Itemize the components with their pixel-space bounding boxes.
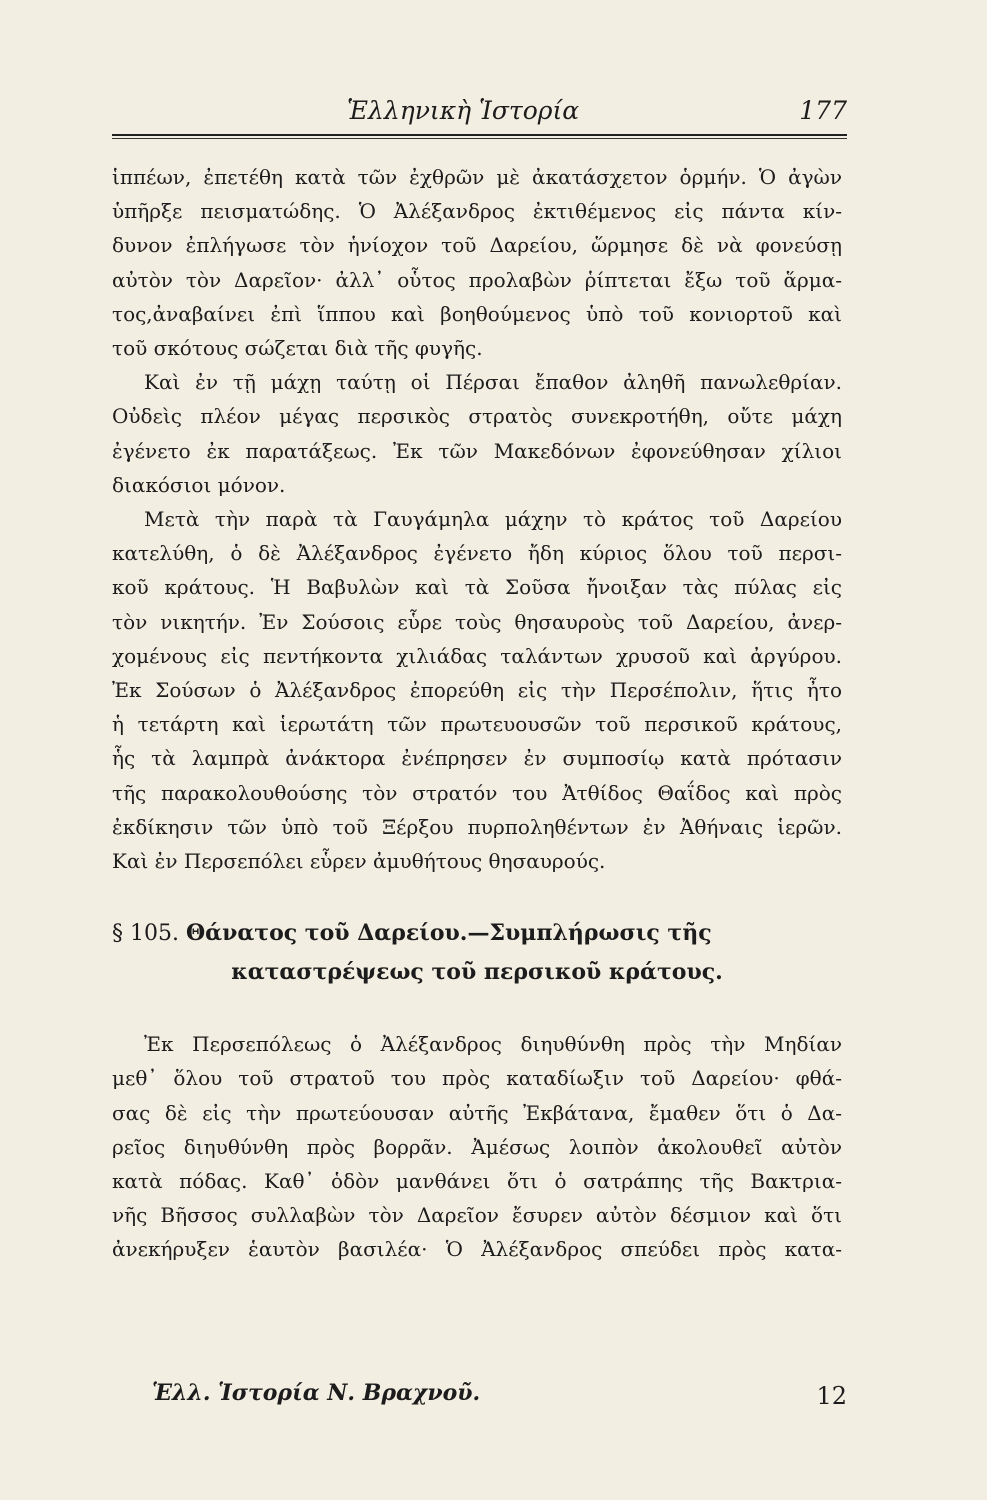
text-line: Ἐκ Σούσων ὁ Ἀλέξανδρος ἐπορεύθη εἰς τὴν Περσέπολιν, ἥτις ἦτο (112, 678, 842, 703)
text-line: ἱππέων, ἐπετέθη κατὰ τῶν ἐχθρῶν μὲ ἀκατάσχετον ὁρμήν. Ὁ ἀγὼν (112, 165, 842, 189)
text-line: τῆς παρακολουθούσης τὸν στρατόν του Ἀτθίδος Θαΐδος καὶ πρὸς (112, 780, 842, 805)
section-title-part-2: καταστρέψεως τοῦ περσικοῦ κράτους. (231, 959, 723, 986)
text-line: ἐκδίκησιν τῶν ὑπὸ τοῦ Ξέρξου πυρποληθέντων ἐν Ἀθήναις ἱερῶν. (112, 814, 842, 839)
header-rule (112, 134, 847, 136)
text-line: διακόσιοι μόνον. (112, 472, 286, 497)
text-line: τοῦ σκότους σώζεται διὰ τῆς φυγῆς. (112, 336, 483, 361)
text-line: κατὰ πόδας. Καθ᾿ ὁδὸν μανθάνει ὅτι ὁ σατράπης τῆς Βακτρια- (112, 1169, 842, 1194)
header-rule-thin (112, 138, 847, 139)
text-line: δυνον ἐπλήγωσε τὸν ἡνίοχον τοῦ Δαρείου, ὥρμησε δὲ νὰ φονεύσῃ (112, 233, 842, 258)
paragraph-1 (112, 160, 842, 365)
text-line: κατελύθη, ὁ δὲ Ἀλέξανδρος ἐγένετο ἤδη κύριος ὅλου τοῦ περσι- (112, 541, 842, 566)
text-line: τος,ἀναβαίνει ἐπὶ ἵππου καὶ βοηθούμενος ὑπὸ τοῦ κονιορτοῦ καὶ (112, 301, 842, 326)
text-line: τὸν νικητήν. Ἐν Σούσοις εὗρε τοὺς θησαυροὺς τοῦ Δαρείου, ἀνερ- (112, 609, 842, 634)
text-line: ὑπῆρξε πεισματώδης. Ὁ Ἀλέξανδρος ἐκτιθέμενος εἰς πάντα κίν- (112, 199, 842, 224)
text-line: Ἐκ Περσεπόλεως ὁ Ἀλέξανδρος διηυθύνθη πρὸς τὴν Μηδίαν (144, 1032, 842, 1057)
page-number: 177 (799, 96, 847, 125)
text-line: ἧς τὰ λαμπρὰ ἀνάκτορα ἐνέπρησεν ἐν συμποσίῳ κατὰ πρότασιν (112, 746, 842, 771)
running-title: Ἑλληνικὴ Ἱστορία (347, 96, 580, 125)
text-line: μεθ᾿ ὅλου τοῦ στρατοῦ του πρὸς καταδίωξιν τοῦ Δαρείου· φθά- (112, 1066, 842, 1091)
text-line: αὐτὸν τὸν Δαρεῖον· ἀλλ᾿ οὗτος προλαβὼν ῥίπτεται ἔξω τοῦ ἅρμα- (112, 267, 842, 292)
text-line: σας δὲ εἰς τὴν πρωτεύουσαν αὐτῆς Ἐκβάτανα, ἔμαθεν ὅτι ὁ Δα- (112, 1100, 842, 1125)
text-line: χομένους εἰς πεντήκοντα χιλιάδας ταλάντων χρυσοῦ καὶ ἀργύρου. (112, 643, 842, 668)
section-number: § 105. (112, 921, 179, 947)
page-footer (112, 1380, 847, 1420)
paragraph-2 (112, 365, 842, 502)
section-heading-line-1 (112, 914, 842, 953)
printer-signature: Ἑλλ. Ἱστορία Ν. Βραχνοῦ. (152, 1380, 481, 1406)
paragraph-4 (112, 1027, 842, 1266)
section-title-part-1: Θάνατος τοῦ Δαρείου.—Συμπλήρωσις τῆς (185, 920, 712, 947)
section-heading (112, 914, 842, 991)
text-line: Μετὰ τὴν παρὰ τὰ Γαυγάμηλα μάχην τὸ κράτος τοῦ Δαρείου (144, 507, 842, 532)
text-line: νῆς Βῆσσος συλλαβὼν τὸν Δαρεῖον ἔσυρεν αὐτὸν δέσμιον καὶ ὅτι (112, 1203, 842, 1228)
signature-number: 12 (816, 1382, 847, 1410)
page-header (112, 90, 847, 130)
text-line: ἡ τετάρτη καὶ ἱερωτάτη τῶν πρωτευουσῶν τοῦ περσικοῦ κράτους, (112, 712, 842, 737)
paragraph-3 (112, 502, 842, 878)
text-line: Καὶ ἐν τῇ μάχῃ ταύτῃ οἱ Πέρσαι ἔπαθον ἀληθῆ πανωλεθρίαν. (144, 370, 842, 395)
text-line: κοῦ κράτους. Ἡ Βαβυλὼν καὶ τὰ Σοῦσα ἤνοιξαν τὰς πύλας εἰς (112, 575, 842, 600)
text-line: ρεῖος διηυθύνθη πρὸς βορρᾶν. Ἀμέσως λοιπὸν ἀκολουθεῖ αὐτὸν (112, 1134, 842, 1159)
page-body (112, 160, 842, 1267)
text-line: ἀνεκήρυξεν ἑαυτὸν βασιλέα· Ὁ Ἀλέξανδρος σπεύδει πρὸς κατα- (112, 1237, 842, 1262)
text-line: Καὶ ἐν Περσεπόλει εὗρεν ἀμυθήτους θησαυρούς. (112, 849, 606, 874)
text-line: Οὐδεὶς πλέον μέγας περσικὸς στρατὸς συνεκροτήθη, οὔτε μάχη (112, 404, 842, 429)
text-line: ἐγένετο ἐκ παρατάξεως. Ἐκ τῶν Μακεδόνων ἐφονεύθησαν χίλιοι (112, 438, 842, 463)
